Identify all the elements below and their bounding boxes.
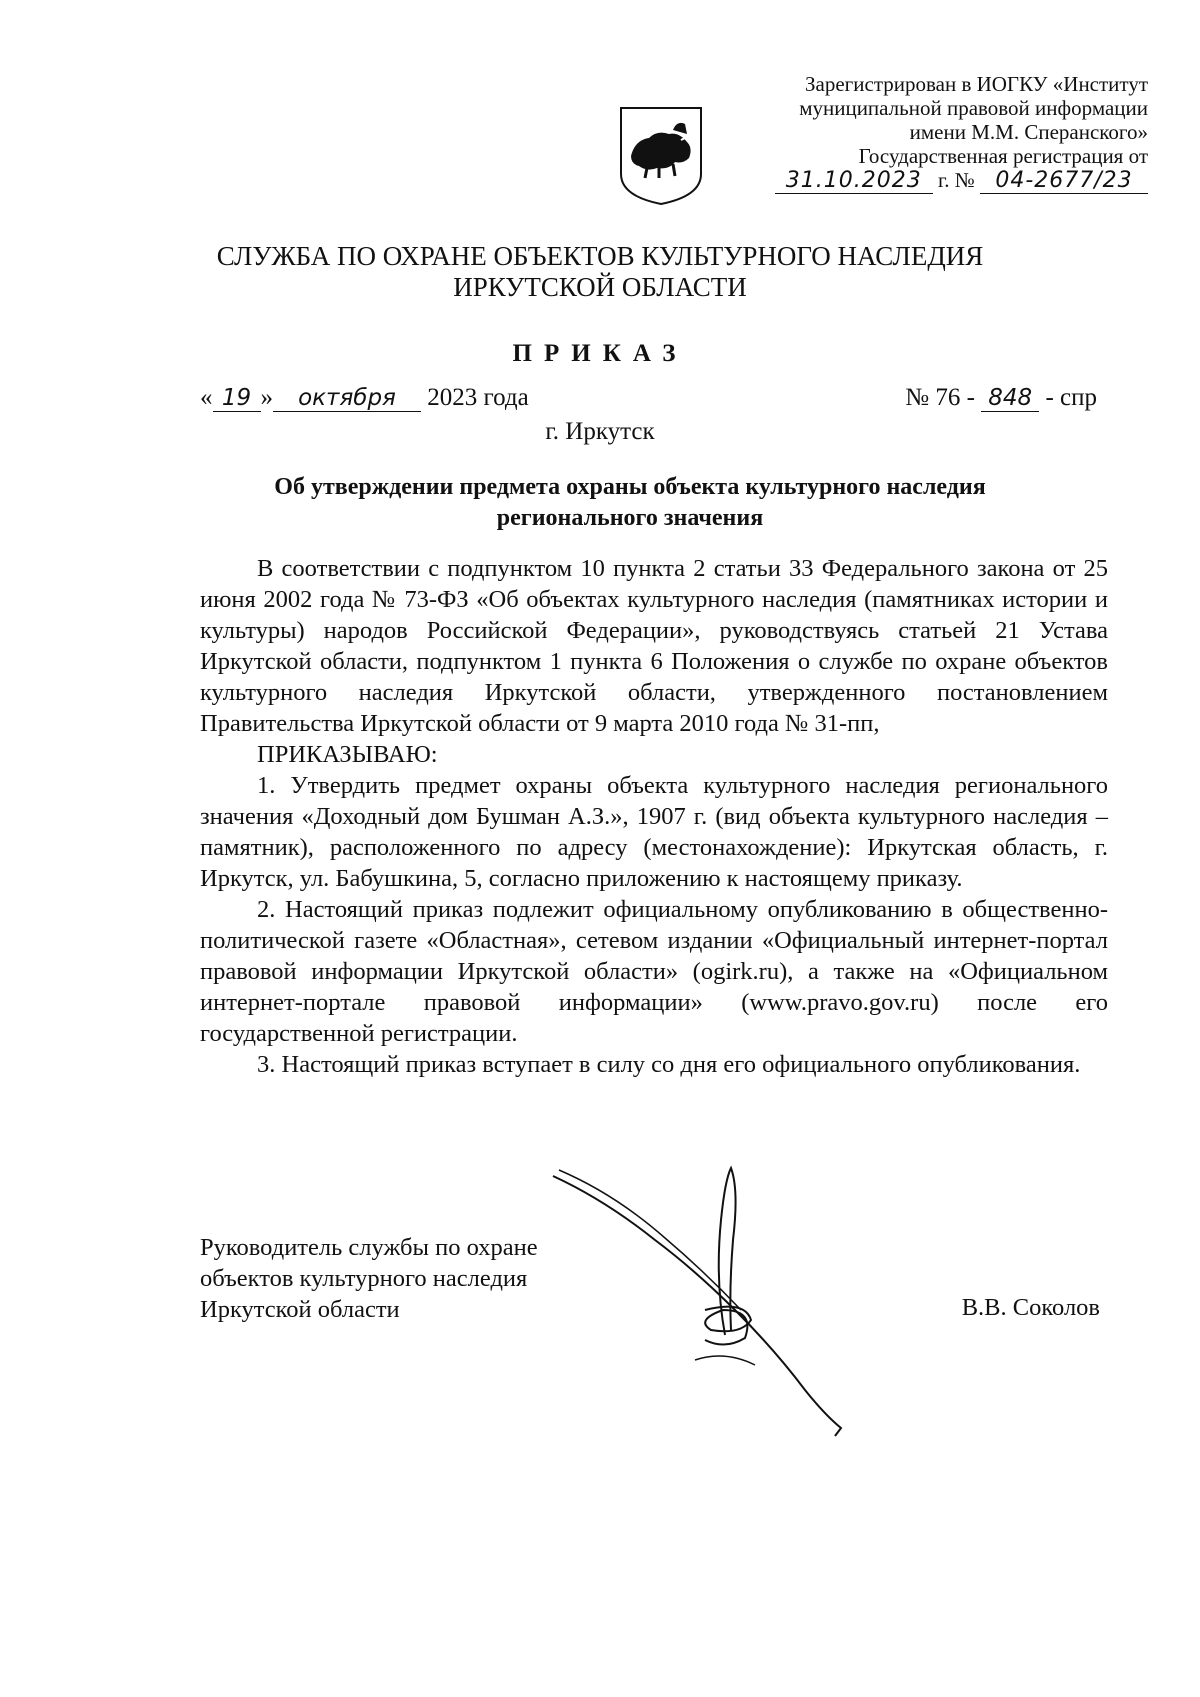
order-month: октября	[273, 385, 421, 412]
document-type: ПРИКАЗ	[512, 340, 688, 367]
agency-name-line2: ИРКУТСКОЙ ОБЛАСТИ	[453, 272, 747, 302]
order-item-1: 1. Утвердить предмет охраны объекта культурного наследия регионального значения «Доходный дом Бушман А.З.», 1907 г. (вид объекта культурного наследия – памятник), расположенного по адресу (местонахождение): Иркутская область, г. Иркутск, ул. Бабушкина, 5, согласно приложению к настоящему приказу.	[200, 772, 1108, 892]
order-year: 2023 года	[427, 384, 529, 411]
order-body	[200, 553, 1108, 1080]
signatory-position-line3: Иркутской области	[200, 1296, 400, 1323]
registration-line: муниципальной правовой информации	[799, 96, 1148, 120]
order-number-suffix: - спр	[1045, 384, 1097, 411]
order-city: г. Иркутск	[545, 418, 655, 445]
order-item-3: 3. Настоящий приказ вступает в силу со дня его официального опубликования.	[257, 1051, 1081, 1078]
quote-close: »	[260, 384, 273, 411]
registration-line: Зарегистрирован в ИОГКУ «Институт	[804, 72, 1148, 96]
signatory-name: В.В. Соколов	[961, 1294, 1100, 1321]
order-item-2: 2. Настоящий приказ подлежит официальному опубликованию в общественно-политической газете «Областная», сетевом издании «Официальный интернет-портал правовой информации Иркутской области» (ogirk.ru), а также на «Официальном интернет-портале правовой информации» (www.pravo.gov.ru) после его государственной регистрации.	[200, 896, 1108, 1047]
order-number-prefix: № 76 -	[905, 384, 975, 411]
order-number-value: 848	[981, 385, 1039, 412]
registration-date: 31.10.2023	[775, 169, 933, 194]
registration-date-number-line	[648, 168, 1148, 194]
handwritten-signature	[545, 1160, 885, 1440]
registration-line: имени М.М. Сперанского»	[909, 120, 1148, 144]
signatory-position-line2: объектов культурного наследия	[200, 1265, 528, 1292]
order-date	[200, 384, 529, 412]
order-verb: ПРИКАЗЫВАЮ:	[257, 741, 438, 768]
quote-open: «	[200, 384, 213, 411]
registration-number: 04-2677/23	[980, 169, 1148, 194]
registration-stamp	[648, 72, 1148, 194]
agency-name-line1: СЛУЖБА ПО ОХРАНЕ ОБЪЕКТОВ КУЛЬТУРНОГО НАСЛЕДИЯ	[216, 241, 984, 271]
irkutsk-coat-of-arms-icon	[617, 104, 705, 208]
signatory-position-line1: Руководитель службы по охране	[200, 1234, 538, 1261]
agency-name	[0, 241, 1200, 303]
preamble-paragraph: В соответствии с подпунктом 10 пункта 2 статьи 33 Федерального закона от 25 июня 2002 года № 73-ФЗ «Об объектах культурного наследия (памятниках истории и культуры) народов Российской Федерации», руководствуясь статьей 21 Устава Иркутской области, подпунктом 1 пункта 6 Положения о службе по охране объектов культурного наследия Иркутской области, утвержденного постановлением Правительства Иркутской области от 9 марта 2010 года № 31-пп,	[200, 555, 1108, 737]
order-title-line2: регионального значения	[496, 505, 764, 531]
registration-line: Государственная регистрация от	[858, 144, 1148, 168]
order-day: 19	[213, 385, 261, 412]
registration-number-label: г. №	[937, 168, 975, 192]
order-title	[200, 472, 1060, 534]
order-number	[905, 384, 1097, 412]
signatory-position	[200, 1232, 538, 1325]
order-title-line1: Об утверждении предмета охраны объекта культурного наследия	[274, 474, 986, 500]
